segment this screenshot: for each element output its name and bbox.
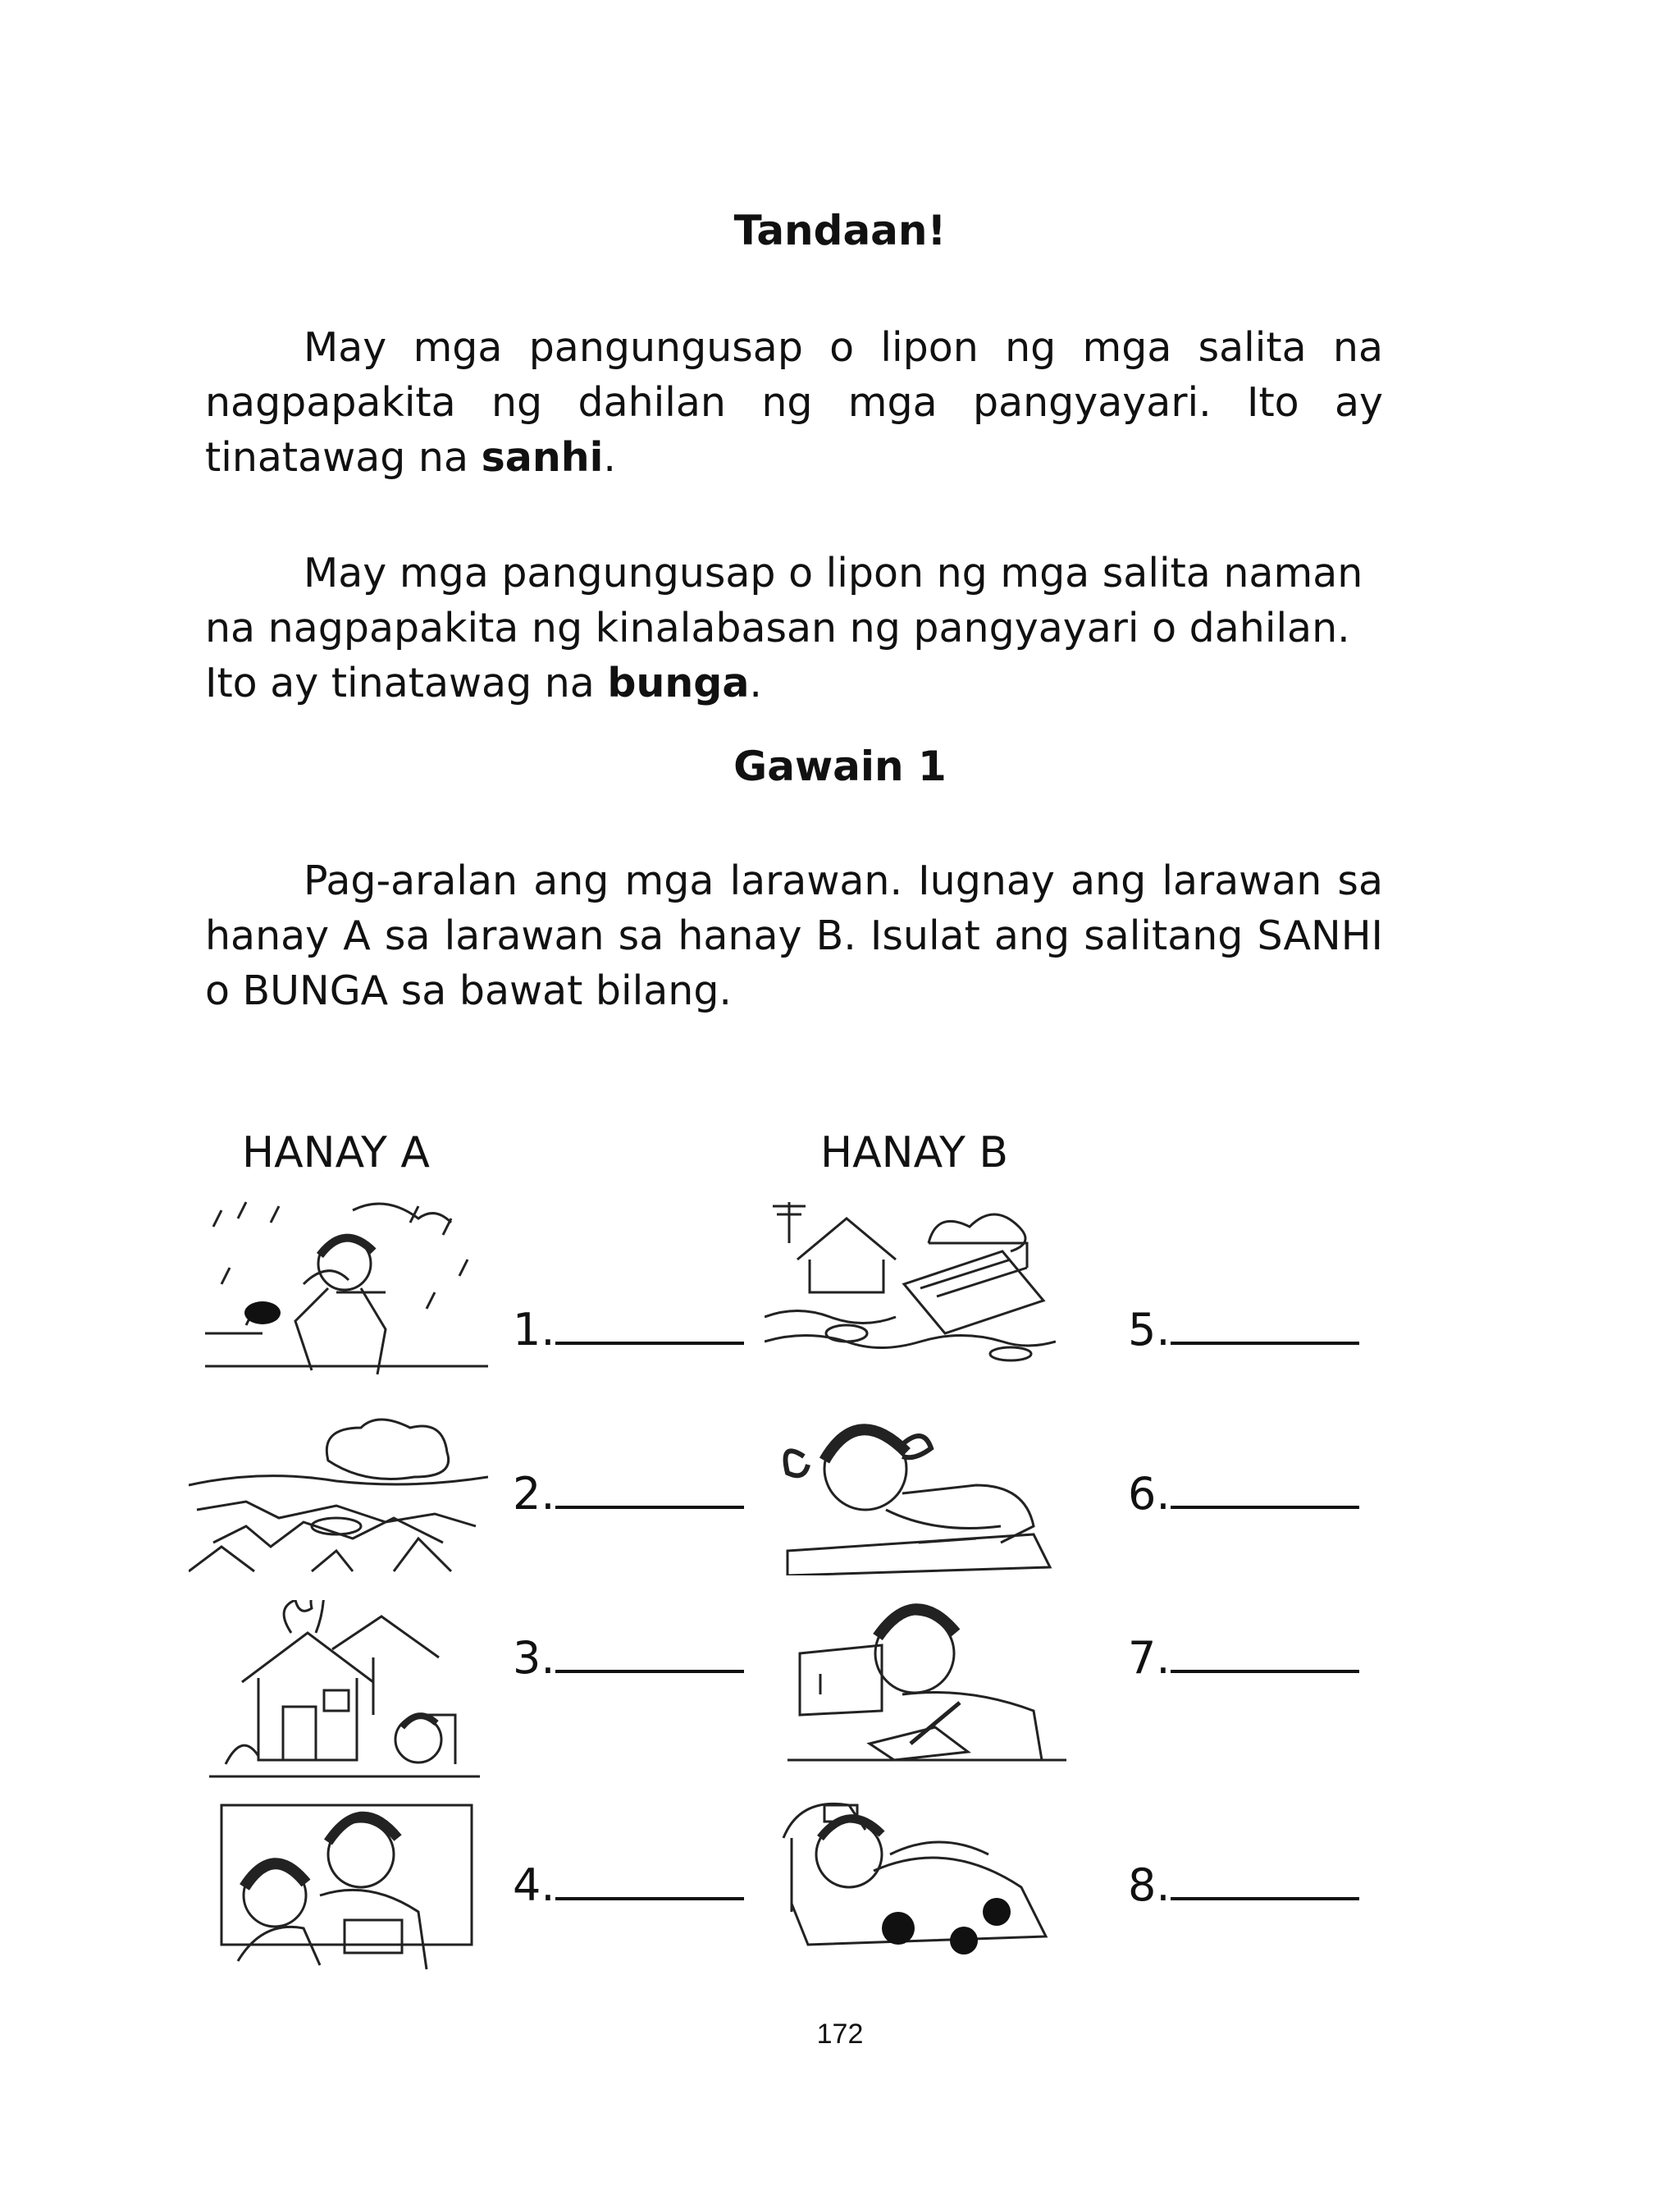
picture-flooded-houses <box>765 1194 1056 1366</box>
column-b-heading: HANAY B <box>820 1128 1009 1177</box>
number-label: 1. <box>513 1304 555 1356</box>
answer-line[interactable] <box>1171 1299 1359 1345</box>
picture-sick-child-in-bed <box>775 1789 1058 1961</box>
column-a-heading: HANAY A <box>242 1128 430 1177</box>
picture-house-on-fire <box>209 1600 480 1781</box>
blank-4[interactable] <box>513 1854 744 1911</box>
number-label: 5. <box>1128 1304 1171 1356</box>
period: . <box>749 660 762 706</box>
number-label: 7. <box>1128 1632 1171 1684</box>
number-label: 8. <box>1128 1859 1171 1911</box>
paragraph-sanhi <box>205 320 1383 485</box>
blank-3[interactable] <box>513 1627 744 1684</box>
keyword-bunga: bunga <box>607 660 750 706</box>
page-title: Tandaan! <box>733 207 947 254</box>
paragraph-bunga-text: May mga pangungusap o lipon ng mga salita naman na nagpapakita ng kinalabasan ng pangyayari o dahilan. Ito ay tinatawag na <box>205 550 1363 706</box>
answer-line[interactable] <box>1171 1627 1359 1673</box>
blank-1[interactable] <box>513 1299 744 1356</box>
number-label: 6. <box>1128 1468 1171 1520</box>
answer-line[interactable] <box>555 1463 744 1509</box>
picture-dry-cracked-land <box>189 1411 488 1575</box>
blank-8[interactable] <box>1128 1854 1359 1911</box>
paragraph-bunga <box>205 546 1383 711</box>
answer-line[interactable] <box>1171 1463 1359 1509</box>
answer-line[interactable] <box>555 1854 744 1900</box>
keyword-sanhi: sanhi <box>481 434 604 481</box>
number-label: 3. <box>513 1632 555 1684</box>
picture-mother-and-daughter <box>205 1797 488 1977</box>
answer-line[interactable] <box>555 1627 744 1673</box>
answer-line[interactable] <box>1171 1854 1359 1900</box>
blank-2[interactable] <box>513 1463 744 1520</box>
blank-6[interactable] <box>1128 1463 1359 1520</box>
page-number: 172 <box>816 2019 864 2050</box>
answer-line[interactable] <box>555 1299 744 1345</box>
picture-girl-at-desk <box>771 1411 1062 1575</box>
picture-boy-in-rain <box>205 1194 488 1383</box>
period: . <box>603 434 616 481</box>
activity-title: Gawain 1 <box>733 743 947 790</box>
number-label: 2. <box>513 1468 555 1520</box>
number-label: 4. <box>513 1859 555 1911</box>
instructions: Pag-aralan ang mga larawan. Iugnay ang larawan sa hanay A sa larawan sa hanay B. Isulat ang salitang SANHI o BUNGA sa bawat bilang. <box>205 857 1383 1014</box>
blank-7[interactable] <box>1128 1627 1359 1684</box>
blank-5[interactable] <box>1128 1299 1359 1356</box>
picture-boy-writing <box>788 1596 1066 1764</box>
paragraph-sanhi-text: May mga pangungusap o lipon ng mga salita na nagpapakita ng dahilan ng mga pangyayari. Ito ay tinatawag na <box>205 324 1383 481</box>
